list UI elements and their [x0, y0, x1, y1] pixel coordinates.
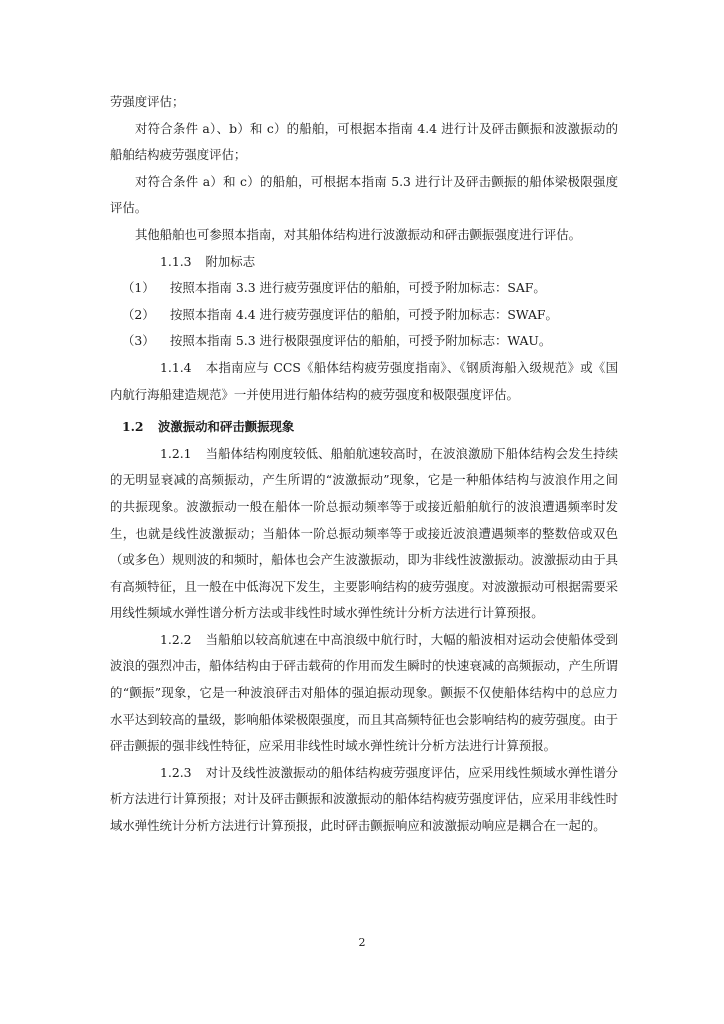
clause-title: 附加标志	[205, 253, 256, 269]
list-item	[110, 302, 618, 329]
list-item-text: 按照本指南 4.4 进行疲劳强度评估的船舶，可授予附加标志：SWAF。	[170, 306, 558, 322]
page-number: 2	[358, 936, 366, 949]
paragraph: 其他船舶也可参照本指南，对其船体结构进行波激振动和砰击颤振强度进行评估。	[135, 226, 582, 242]
clause-number: 1.2.3	[160, 764, 192, 780]
clause-number: 1.2.2	[160, 631, 192, 647]
clause-heading	[110, 249, 618, 276]
section-heading	[110, 414, 618, 441]
list-item-number: （2）	[122, 306, 155, 322]
list-item	[110, 275, 618, 302]
section-title: 波激振动和砰击颤振现象	[158, 419, 295, 435]
clause-number: 1.1.3	[160, 253, 192, 269]
paragraph: 对符合条件 a）、b）和 c）的船舶，可根据本指南 4.4 进行计及砰击颤振和波激振动的船舶结构疲劳强度评估；	[110, 120, 618, 163]
list-item-text: 按照本指南 5.3 进行极限强度评估的船舶，可授予附加标志：WAU。	[170, 333, 552, 349]
list-item-text: 按照本指南 3.3 进行疲劳强度评估的船舶，可授予附加标志：SAF。	[170, 280, 546, 296]
clause-paragraph	[110, 760, 618, 840]
list-item-number: （3）	[122, 333, 155, 349]
document-body	[110, 89, 618, 840]
clause-text: 当船舶以较高航速在中高浪级中航行时，大幅的船波相对运动会使船体受到波浪的强烈冲击，船体结构由于砰击载荷的作用而发生瞬时的快速衰减的高频振动，产生所谓的“颤振”现象，它是一种波浪砰击对船体的强迫振动现象。颤振不仅使船体结构中的总应力水平达到较高的量级，影响船体梁极限强度，而且其高频特征也会影响结构的疲劳强度。由于砰击颤振的强非线性特征，应采用非线性时域水弹性统计分析方法进行计算预报。	[110, 631, 619, 754]
clause-text: 当船体结构刚度较低、船舶航速较高时，在波浪激励下船体结构会发生持续的无明显衰减的高频振动，产生所谓的“波激振动”现象，它是一种船体结构与波浪作用之间的共振现象。波激振动一般在船体一阶总振动频率等于或接近船舶航行的波浪遭遇频率时发生，也就是线性波激振动；当船体一阶总振动频率等于或接近波浪遭遇频率的整数倍或双色（或多色）规则波的和频时，船体也会产生波激振动，即为非线性波激振动。波激振动由于具有高频特征，且一般在中低海况下发生，主要影响结构的疲劳强度。对波激振动可根据需要采用线性频域水弹性谱分析方法或非线性时域水弹性统计分析方法进行计算预报。	[110, 445, 619, 621]
list-item-number: （1）	[122, 280, 155, 296]
section-number: 1.2	[122, 419, 144, 435]
clause-paragraph	[110, 627, 618, 760]
clause-text: 本指南应与 CCS《船体结构疲劳强度指南》、《钢质海船入级规范》或《国内航行海船建造规范》一并使用进行船体结构的疲劳强度和极限强度评估。	[110, 359, 618, 402]
clause-paragraph	[110, 355, 618, 408]
paragraph: 对符合条件 a）和 c）的船舶，可根据本指南 5.3 进行计及砰击颤振的船体梁极限强度评估。	[110, 173, 618, 216]
list-item	[110, 328, 618, 355]
clause-paragraph	[110, 441, 618, 627]
clause-text: 对计及线性波激振动的船体结构疲劳强度评估，应采用线性频域水弹性谱分析方法进行计算预报；对计及砰击颤振和波激振动的船体结构疲劳强度评估，应采用非线性时域水弹性统计分析方法进行计算预报，此时砰击颤振响应和波激振动响应是耦合在一起的。	[110, 764, 619, 834]
clause-number: 1.1.4	[160, 359, 192, 375]
clause-number: 1.2.1	[160, 445, 192, 461]
paragraph: 劳强度评估；	[110, 94, 185, 109]
